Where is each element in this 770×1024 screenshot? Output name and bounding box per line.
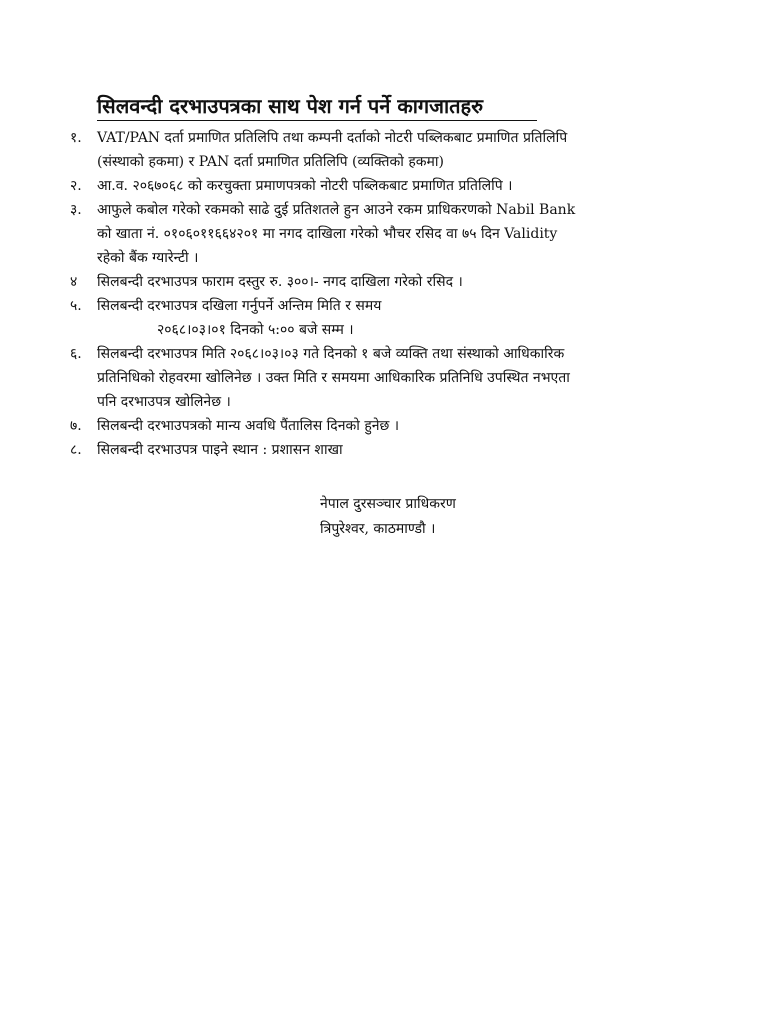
address-line: नेपाल दुरसञ्चार प्राधिकरण [320, 496, 456, 512]
item-text-line: सिलबन्दी दरभाउपत्रको मान्य अवधि पैंतालिस दिनको हुनेछ । [97, 418, 400, 434]
item-text-line: (संस्थाको हकमा) र PAN दर्ता प्रमाणित प्रतिलिपि (व्यक्तिको हकमा) [97, 154, 445, 170]
item-number: ६. [70, 346, 82, 362]
item-text-line: रहेको बैंक ग्यारेन्टी । [97, 250, 199, 266]
address-line: त्रिपुरेश्वर, काठमाण्डौ । [320, 521, 436, 537]
item-text-line: सिलबन्दी दरभाउपत्र फाराम दस्तुर रु. ३००।- नगद दाखिला गरेको रसिद । [97, 274, 463, 290]
list-item [70, 174, 710, 198]
list-item [70, 294, 710, 342]
item-text-line: पनि दरभाउपत्र खोलिनेछ । [97, 394, 231, 410]
item-number: ५. [70, 298, 82, 314]
item-number: ८. [70, 442, 82, 458]
list-item [70, 342, 710, 414]
item-text-line: आफुले कबोल गरेको रकमको साढे दुई प्रतिशतले हुन आउने रकम प्राधिकरणको Nabil Bank [97, 202, 576, 218]
item-text-line: को खाता नं. ०१०६०११६६४२०१ मा नगद दाखिला गरेको भौचर रसिद वा ७५ दिन Validity [97, 226, 558, 242]
deadline-line: २०६८।०३।०१ दिनको ५:०० बजे सम्म । [157, 322, 354, 338]
list-item [70, 414, 710, 438]
list-item [70, 198, 710, 270]
item-text-line: सिलबन्दी दरभाउपत्र पाइने स्थान : प्रशासन शाखा [97, 442, 343, 458]
item-number: १. [70, 130, 82, 146]
item-number: २. [70, 178, 82, 194]
item-text-line: प्रतिनिधिको रोहवरमा खोलिनेछ । उक्त मिति र समयमा आधिकारिक प्रतिनिधि उपस्थित नभएता [97, 370, 570, 386]
requirements-list [70, 126, 710, 462]
document-title: सिलवन्दी दरभाउपत्रका साथ पेश गर्न पर्ने कागजातहरु [97, 92, 537, 121]
item-number: ४ [70, 274, 78, 290]
item-number: ३. [70, 202, 82, 218]
item-text-line: आ.व. २०६७०६८ को करचुक्ता प्रमाणपत्रको नोटरी पब्लिकबाट प्रमाणित प्रतिलिपि । [97, 178, 513, 194]
list-item [70, 270, 710, 294]
item-text-line: सिलबन्दी दरभाउपत्र दखिला गर्नुपर्ने अन्तिम मिति र समय [97, 298, 382, 314]
item-number: ७. [70, 418, 82, 434]
item-text-line: VAT/PAN दर्ता प्रमाणित प्रतिलिपि तथा कम्पनी दर्ताको नोटरी पब्लिकबाट प्रमाणित प्रतिलिपि [97, 130, 568, 146]
office-address [320, 492, 456, 542]
list-item [70, 126, 710, 174]
item-text-line: सिलबन्दी दरभाउपत्र मिति २०६८।०३।०३ गते दिनको १ बजे व्यक्ति तथा संस्थाको आधिकारिक [97, 346, 565, 362]
list-item [70, 438, 710, 462]
